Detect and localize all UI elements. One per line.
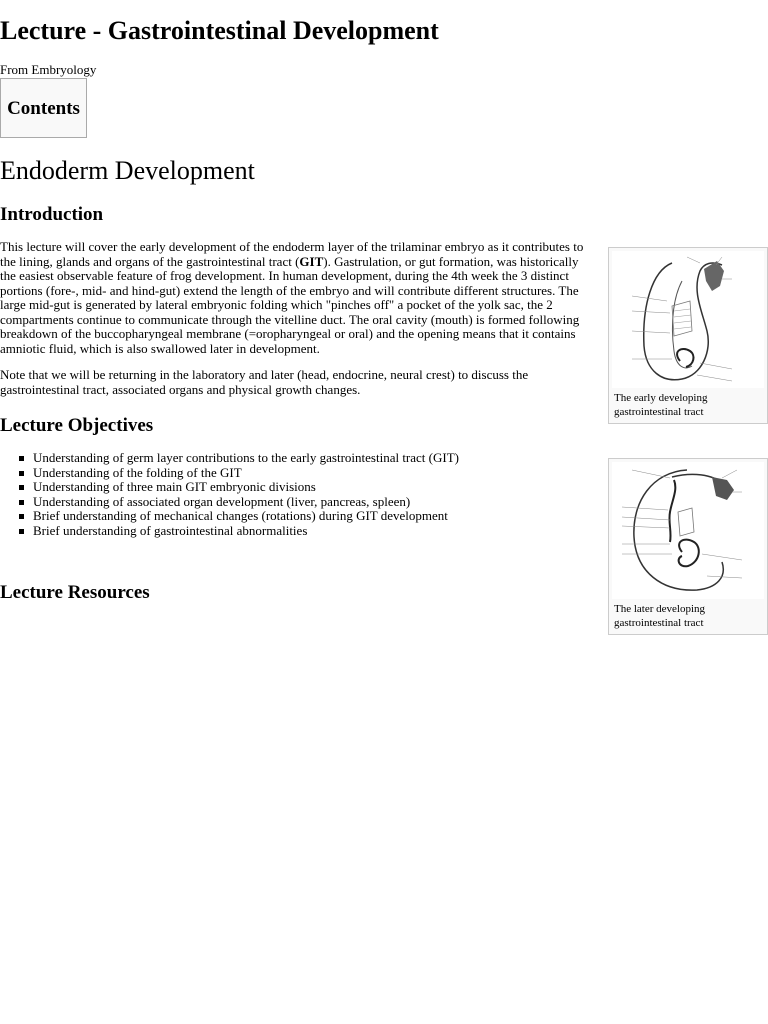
list-item: Understanding of germ layer contributions to the early gastrointestinal tract (GIT)	[33, 450, 459, 465]
objectives-heading: Lecture Objectives	[0, 415, 154, 436]
figure-early-git[interactable]	[608, 247, 768, 424]
page-title: Lecture - Gastrointestinal Development	[0, 16, 439, 45]
list-item: Brief understanding of gastrointestinal abnormalities	[33, 524, 459, 539]
list-item: Understanding of the folding of the GIT	[33, 466, 459, 481]
list-item: Understanding of associated organ development (liver, pancreas, spleen)	[33, 495, 459, 510]
list-item: Understanding of three main GIT embryonic divisions	[33, 480, 459, 495]
intro-text-part-1: This lecture will cover the early development of the endoderm layer of the trilaminar embryo as it contributes to the lining, glands and organs of the gastrointestinal tract (	[0, 239, 584, 269]
intro-text-part-2: ). Gastrulation, or gut formation, was historically the easiest observable feature of frog development. In human development, during the 4th week the 3 distinct portions (fore-, mid- and hind-gut) extend the length of the embryo and will contribute different structures. The large mid-gut is generated by lateral embryonic folding which "pinches off" a pocket of the yolk sac, the 2 compartments continue to communicate through the vitelline duct. The oral cavity (mouth) is formed following breakdown of the buccopharyngeal membrane (=oropharyngeal or oral) and the opening means that it contains amniotic fluid, which is also swallowed later in development.	[0, 253, 580, 356]
introduction-paragraph-2: Note that we will be returning in the laboratory and later (head, endocrine, neural crest) to discuss the gastrointestinal tract, associated organs and physical growth changes.	[0, 367, 529, 397]
table-of-contents[interactable]	[0, 78, 87, 138]
list-item: Brief understanding of mechanical changes (rotations) during GIT development	[33, 509, 459, 524]
early-git-diagram-image[interactable]	[612, 251, 764, 388]
objectives-list	[0, 451, 459, 538]
git-abbreviation: GIT	[299, 253, 324, 269]
resources-heading: Lecture Resources	[0, 582, 150, 603]
introduction-heading: Introduction	[0, 204, 104, 225]
introduction-paragraph-1	[0, 240, 592, 356]
figure-caption: The later developing gastrointestinal tract	[614, 603, 706, 629]
later-git-diagram-image[interactable]	[612, 462, 764, 599]
figure-caption: The early developing gastrointestinal tract	[614, 392, 708, 418]
section-heading: Endoderm Development	[0, 156, 255, 185]
figure-later-git[interactable]	[608, 458, 768, 635]
toc-title: Contents	[7, 98, 80, 119]
site-subtitle: From Embryology	[0, 62, 97, 77]
